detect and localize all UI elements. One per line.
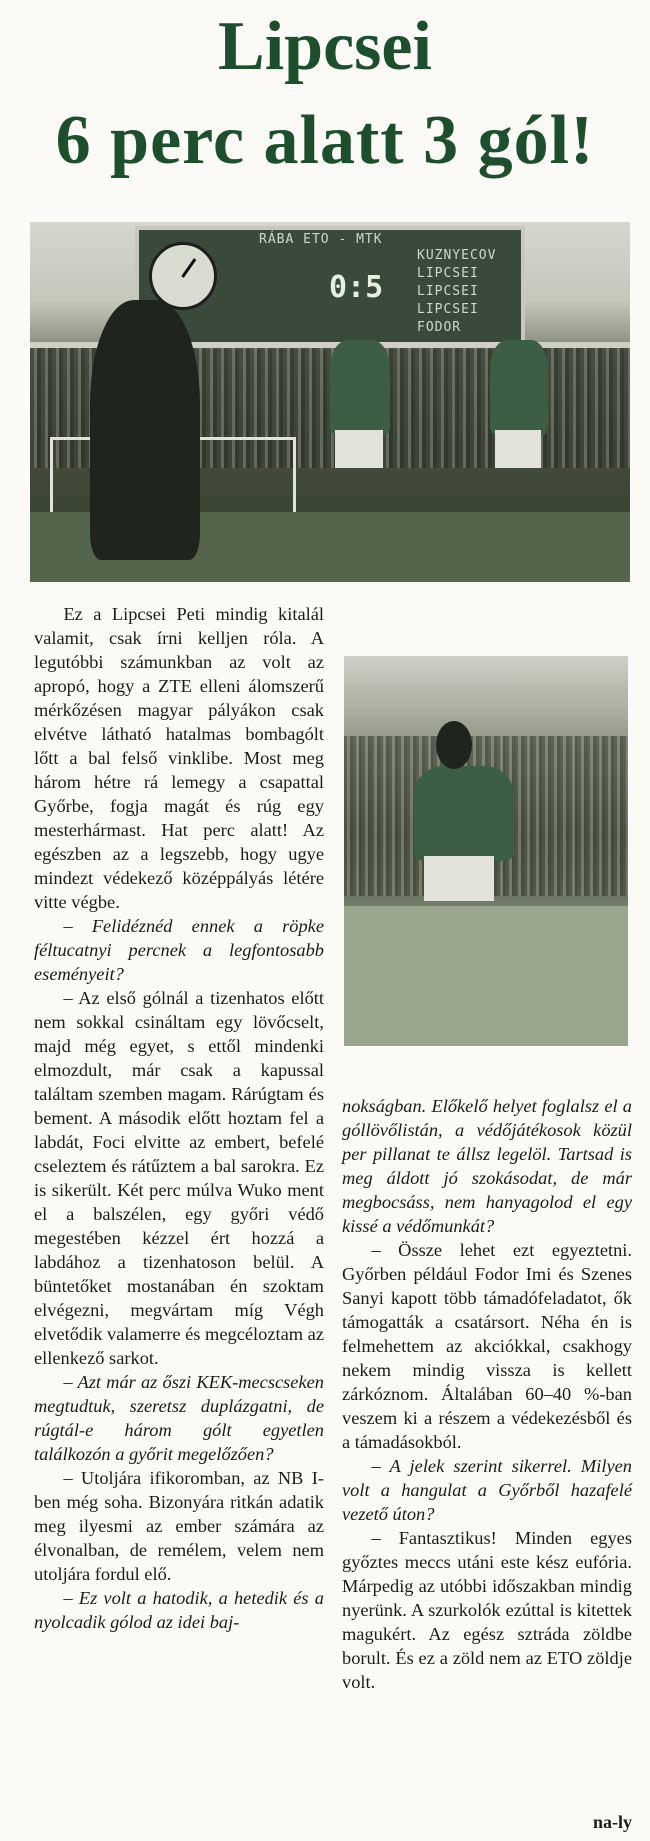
headline-line-2: 6 perc alatt 3 gól!: [55, 102, 595, 179]
article-question: – Ez volt a hatodik, a hetedik és a nyolcadik gólod az idei baj-: [34, 1588, 324, 1632]
scoreboard-scorer: LIPCSEI: [417, 266, 479, 281]
article-question: nokságban. Előkelő helyet foglalsz el a góllövőlistán, a védőjátékosok közül per pillanat te állsz legelöl. Tartsad is meg áldott jó szokásodat, de már megbocsáss, nem hanyagolod el egy kissé a védőmunkát?: [342, 1096, 632, 1236]
article-paragraph: – Össze lehet ezt egyeztetni. Győrben például Fodor Imi és Szenes Sanyi kapott több támadófeladatot, ők támogatták a csatársort. Néha én is felmehettem az akciókkal, csakhogy nekem mindig vissza is kellett zárkóznom. Általában 60–40 %-ban veszem ki a részem a védekezésből és a támadásokból.: [342, 1240, 632, 1452]
article-question: – Azt már az őszi KEK-mecscseken megtudtuk, szeretsz duplázgatni, de rúgtál-e három gólt egyetlen találkozón a győrit megelőzően?: [34, 1372, 324, 1464]
article-question: – Felidéznéd ennek a röpke féltucatnyi percnek a legfontosabb eseményeit?: [34, 916, 324, 984]
article-paragraph: Ez a Lipcsei Peti mindig kitalál valamit, csak írni kelljen róla. A legutóbbi számunkban az volt az apropó, hogy a ZTE elleni álomszerű mérkőzésen magyar pályákon csak elvétve látható hatalmas bombagólt lőtt a bal felső vinklibe. Most meg három hétre rá lemegy a csapattal Győrbe, fogja magát és rúg egy mesterhármast. Hat perc alatt! Az egészben az a legszebb, hogy ugye mindezt védekező középpályás létére vitte végbe.: [34, 604, 324, 912]
author-signature: na-ly: [592, 1812, 632, 1832]
article-left-column: [34, 602, 324, 1634]
scoreboard-scorer: LIPCSEI: [417, 302, 479, 317]
scoreboard-scorer: KUZNYECOV: [417, 248, 497, 263]
scoreboard-score: 0:5: [329, 270, 384, 305]
referee-figure: [90, 300, 200, 560]
scoreboard-scorer: FODOR: [417, 320, 462, 335]
player-shorts: [495, 430, 541, 468]
article-right-column: [342, 1094, 632, 1694]
headline-line-1: Lipcsei: [218, 8, 432, 85]
player-shorts: [335, 430, 383, 468]
article-paragraph: – Az első gólnál a tizenhatos előtt nem sokkal csináltam egy lövőcselt, majd még egyet, s ettől mindenki elmozdult, már csak a kapussal találtam szemben magam. Rárúgtam és bement. A második előtt hoztam fel a labdát, Foci elvitte az embert, befelé cseleztem és rátűztem a bal sarokra. Ez is sikerült. Két perc múlva Wuko ment el a balszélen, egy győri védő megestében kézzel ért hozzá a labdához a tizenhatoson belül. A büntetőket mostanában én szoktam elvégezni, megvártam míg Végh elvetődik valamerre és megcéloztam az ellenkező sarkot.: [34, 988, 325, 1368]
pitch: [344, 906, 628, 1046]
article-paragraph: – Fantasztikus! Minden egyes győztes meccs utáni este kész eufória. Márpedig az utóbbi időszakban mindig nyerünk. A szurkolók ezúttal is kitettek magukért. Az egész sztráda zöldbe borult. És ez a zöld nem az ETO zöldje volt.: [342, 1528, 632, 1692]
player-photo: [344, 656, 628, 1046]
article-paragraph: – Utoljára ifikoromban, az NB I-ben még soha. Bizonyára ritkán adatik meg ilyesmi az ember számára az élvonalban, de remélem, velem nem utoljára fordul elő.: [34, 1468, 324, 1584]
scoreboard-scorer: LIPCSEI: [417, 284, 479, 299]
player-shorts: [424, 856, 494, 901]
scoreboard-title: RÁBA ETO - MTK: [259, 232, 383, 247]
article-question: – A jelek szerint sikerrel. Milyen volt a hangulat a Győrből hazafelé vezető úton?: [342, 1456, 632, 1524]
player-figure: [490, 340, 548, 435]
player-figure: [414, 766, 514, 861]
stadium-photo: [30, 222, 630, 582]
player-head: [436, 721, 472, 769]
scoreboard: [135, 226, 525, 349]
player-figure: [330, 340, 390, 435]
